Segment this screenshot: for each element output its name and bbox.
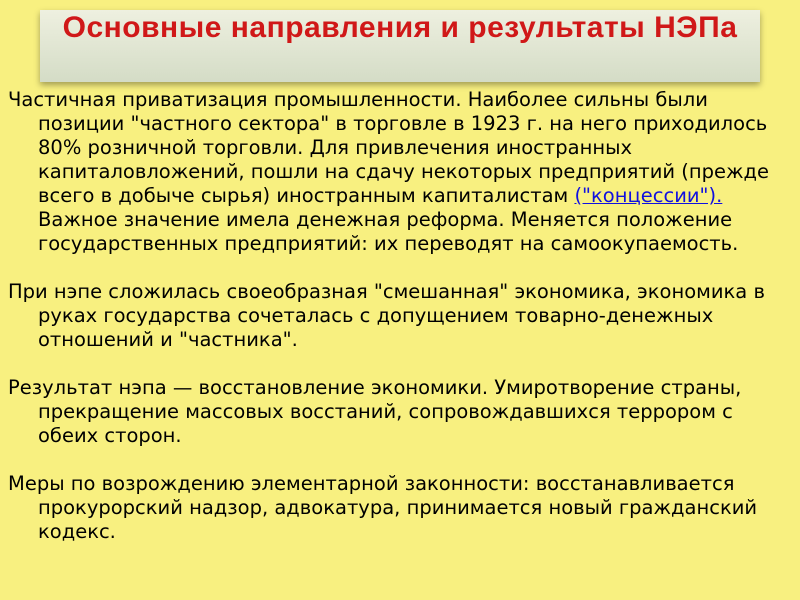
paragraph-results: Результат нэпа — восстановление экономики. Умиротворение страны, прекращение массовых восстаний, сопровождавшихся террором с обеих сторон.	[8, 376, 742, 447]
paragraph-privatization-text-start: Частичная приватизация промышленности. Наиболее сильны были позиции "частного сектора" в торговле в 1923 г. на него приходилось 80% розничной торговли. Для привлечения иностранных капиталовложений, пошли на сдачу некоторых предприятий (прежде всего в добыче сырья) иностранным капиталистам	[8, 88, 770, 207]
paragraph-privatization	[8, 88, 793, 256]
slide-title: Основные направления и результаты НЭПа	[62, 11, 738, 44]
paragraph-mixed-economy: При нэпе сложилась своеобразная "смешанная" экономика, экономика в руках государства сочеталась с допущением товарно-денежных отношений и "частника".	[8, 280, 765, 351]
paragraph-legality: Меры по возрождению элементарной законности: восстанавливается прокурорский надзор, адвокатура, принимается новый гражданский кодекс.	[8, 472, 758, 543]
slide-body	[8, 88, 793, 568]
paragraph-privatization-text-end: Важное значение имела денежная реформа. Меняется положение государственных предприятий: их переводят на самоокупаемость.	[38, 208, 739, 255]
concessions-link[interactable]: ("концессии").	[574, 184, 723, 207]
